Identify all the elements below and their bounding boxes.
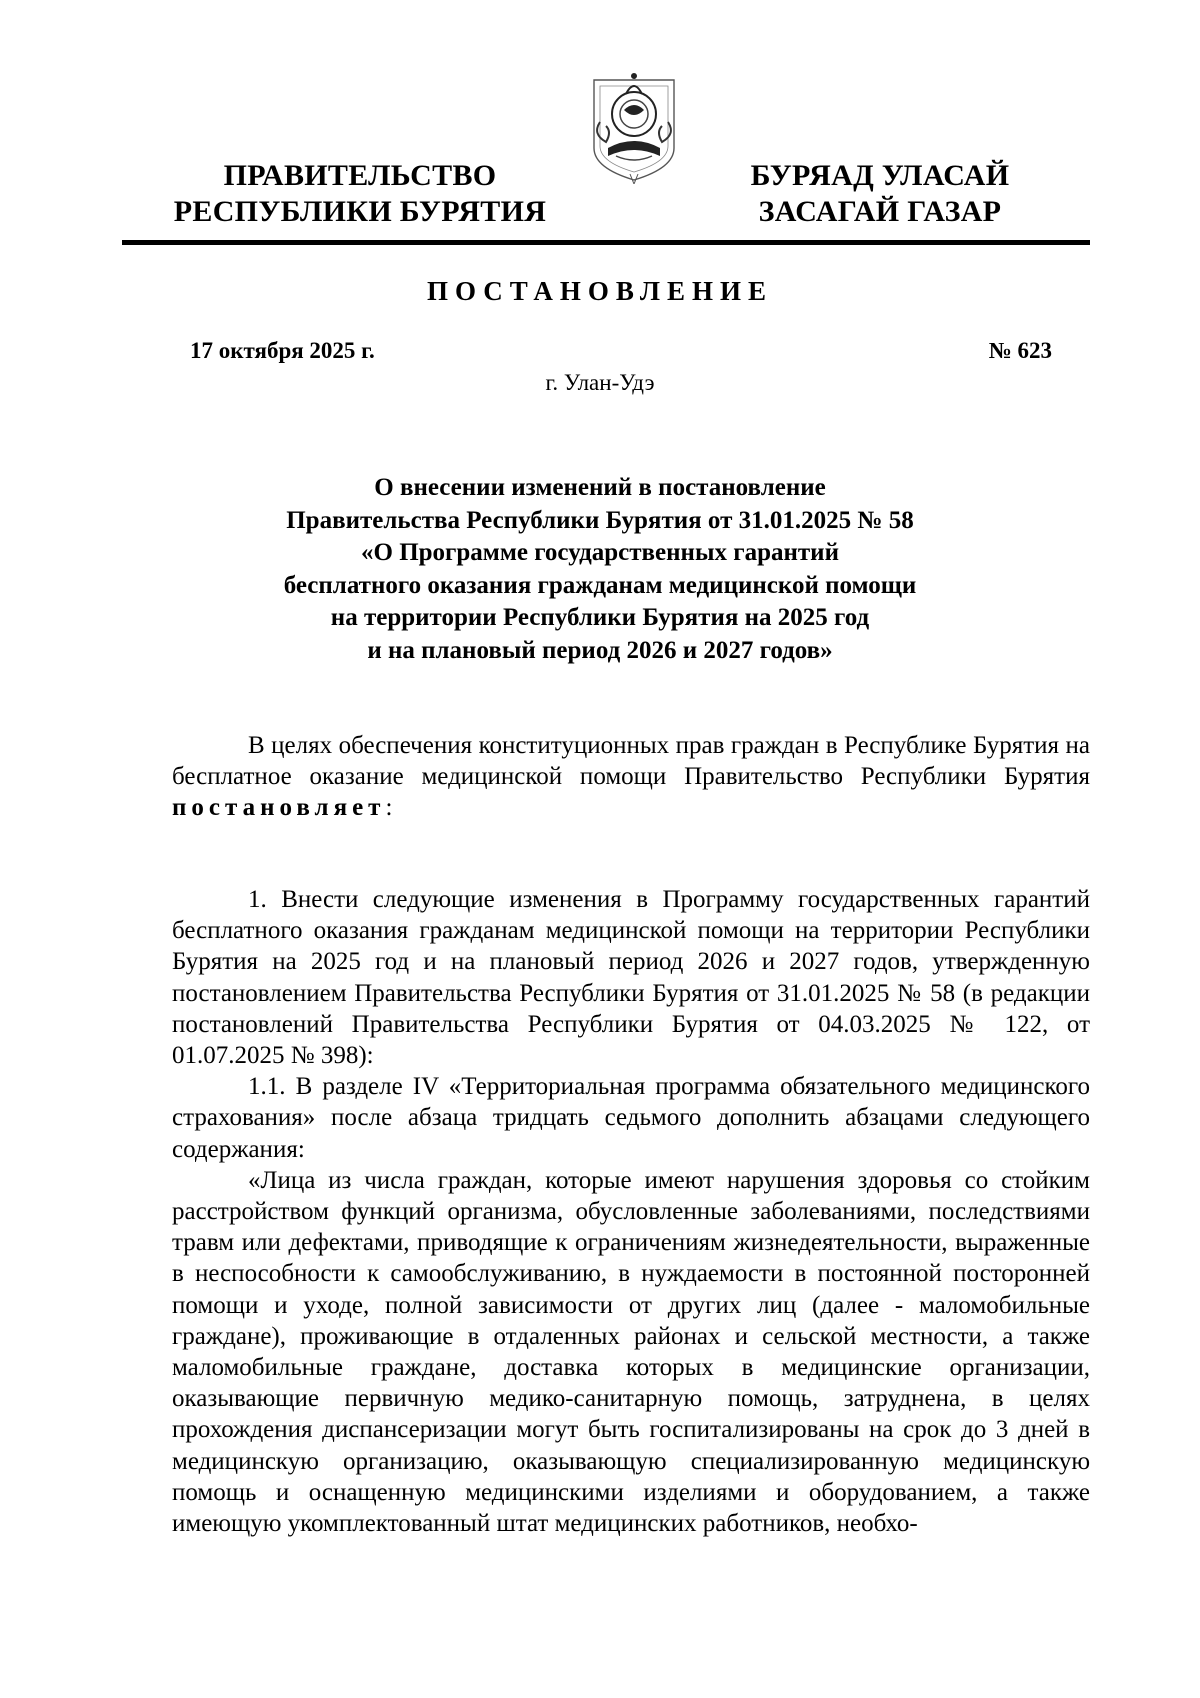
header-bua [720,158,1040,230]
header-bua-line-1: БУРЯАД УЛАСАЙ [750,159,1010,192]
decree-word: постановляет [172,794,386,822]
header-bua-line-2: ЗАСАГАЙ ГАЗАР [758,195,1002,228]
header-divider [122,240,1090,245]
header-ru-line-2: РЕСПУБЛИКИ БУРЯТИЯ [173,195,547,228]
preamble-tail: : [385,794,393,822]
document-body [172,884,1090,1539]
body-paragraph: 1.1. В разделе IV «Территориальная программа обязательного медицинского страхования» после абзаца тридцать седьмого дополнить абзацами следующего содержания: [172,1073,1090,1163]
preamble [172,730,1090,824]
document-number: № 623 [988,338,1052,363]
title-line: на территории Республики Бурятия на 2025 год [330,604,870,632]
body-paragraph: «Лица из числа граждан, которые имеют нарушения здоровья со стойким расстройством функций организма, обусловленные заболеваниями, последствиями травм или дефектами, приводящие к ограничениям жизнедеятельности, выраженные в неспособности к самообслуживанию, в нуждаемости в постоянной посторонней помощи и уходе, полной зависимости от других лиц (далее - маломобильные граждане), проживающие в отдаленных районах и сельской местности, а также маломобильные граждане, доставка которых в медицинские организации, оказывающие первичную медико-санитарную помощь, затруднена, в целях прохождения диспансеризации могут быть госпитализированы на срок до 3 дней в медицинскую организацию, оказывающую специализированную медицинскую помощь и оснащенную медицинскими изделиями и оборудованием, а также имеющую укомплектованный штат медицинских работников, необхо- [172,1166,1090,1538]
document-date: 17 октября 2025 г. [190,338,375,363]
title-line: «О Программе государственных гарантий [361,539,839,567]
preamble-text: В целях обеспечения конституционных прав граждан в Республике Бурятия на бесплатное оказание медицинской помощи Правительство Республики Бурятия [172,732,1090,791]
title-line: и на плановый период 2026 и 2027 годов» [367,636,833,664]
document-city: г. Улан-Удэ [545,370,655,395]
title-line: Правительства Республики Бурятия от 31.01.2025 № 58 [286,506,914,534]
title-line: О внесении изменений в постановление [374,474,826,501]
preamble-paragraph [172,730,1090,824]
document-title [200,472,1000,668]
body-paragraph: 1. Внести следующие изменения в Программу государственных гарантий бесплатного оказания гражданам медицинской помощи на территории Республики Бурятия на 2025 год и на плановый период 2026 и 2027 годов, утвержденную постановлением Правительства Республики Бурятия от 31.01.2025 № 58 (в редакции постановлений Правительства Республики Бурятия от 04.03.2025 № 122, от 01.07.2025 № 398): [172,886,1090,1070]
coat-of-arms-emblem [586,52,682,184]
title-line: бесплатного оказания гражданам медицинской помощи [283,571,917,599]
document-type: ПОСТАНОВЛЕНИЕ [426,276,774,306]
header-ru-line-1: ПРАВИТЕЛЬСТВО [223,159,497,192]
header-ru [160,158,560,230]
